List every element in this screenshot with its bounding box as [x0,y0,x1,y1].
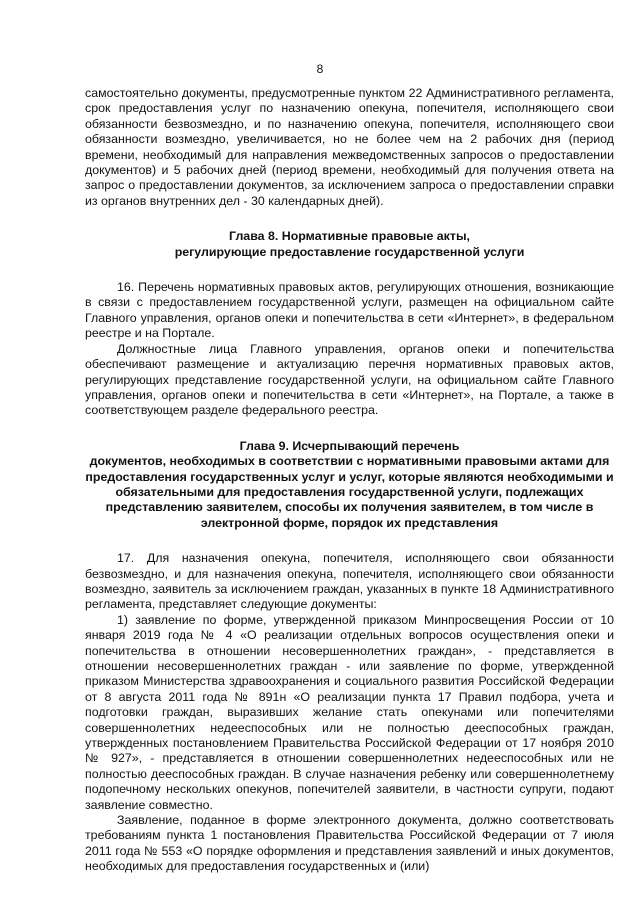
chapter-9-heading-line2: документов, необходимых в соответствии с нормативными правовыми актами для предоставления государственных услуг и услуг, которые являются необходимыми и обязательными для предоставления государственной услуги, подлежащих представлению заявителем, способы их получения заявителем, в том числе в электронной форме, порядок их представления [85,454,614,530]
chapter-9-paragraph-17: 17. Для назначения опекуна, попечителя, исполняющего свои обязанности безвозмездно, и для назначения опекуна, попечителя, исполняющего свои обязанности возмездно, заявитель за исключением граждан, указанных в пункте 18 Административного регламента, представляет следующие документы: [85,551,614,612]
chapter-8-heading-line1: Глава 8. Нормативные правовые акты, [229,229,470,244]
intro-paragraph: самостоятельно документы, предусмотренные пунктом 22 Административного регламента, срок предоставления услуг по назначению опекуна, попечителя, исполняющего свои обязанности безвозмездно, и по назначению опекуна, попечителя, исполняющего свои обязанности возмездно, увеличивается, но не более чем на 2 рабочих дня (период времени, необходимый для направления межведомственных запросов о предоставлении документов) и 5 рабочих дней (период времени, необходимый для получения ответа на запрос о предоставлении документов, за исключением запроса о предоставлении справки из органов внутренних дел - 30 календарных дней). [85,86,614,208]
chapter-8-heading-line2: регулирующие предоставление государственной услуги [174,244,525,259]
chapter-8-heading [85,229,614,260]
chapter-8-paragraph-16: 16. Перечень нормативных правовых актов, регулирующих отношения, возникающие в связи с предоставлением государственной услуги, размещен на официальном сайте Главного управления, органов опеки и попечительства в сети «Интернет», в федеральном реестре и на Портале. [85,280,614,341]
chapter-9-electronic-application: Заявление, поданное в форме электронного документа, должно соответствовать требованиям пункта 1 постановления Правительства Российской Федерации от 7 июля 2011 года № 553 «О порядке оформления и представления заявлений и иных документов, необходимых для предоставления государственных и (или) [85,813,614,874]
chapter-8-paragraph-officials: Должностные лица Главного управления, органов опеки и попечительства обеспечивают размещение и актуализацию перечня нормативных правовых актов, регулирующих представление государственной услуги, на официальном сайте Главного управления, органов опеки и попечительства в сети «Интернет», на Портале, а также в соответствующем разделе федерального реестра. [85,341,614,418]
chapter-9-heading-line1: Глава 9. Исчерпывающий перечень [239,438,460,453]
chapter-9-item-1: 1) заявление по форме, утвержденной приказом Минпросвещения России от 10 января 2019 года № 4 «О реализации отдельных вопросов осуществления опеки и попечительства в отношении несовершеннолетних граждан», - представляется в отношении несовершеннолетних граждан - или заявление по форме, утвержденной приказом Министерства здравоохранения и социального развития Российской Федерации от 8 августа 2011 года № 891н «О реализации пункта 17 Правил подбора, учета и подготовки граждан, выразивших желание стать опекунами или попечителями совершеннолетних недееспособных или не полностью дееспособных граждан, утвержденных постановлением Правительства Российской Федерации от 17 ноября 2010 № 927», - представляется в отношении совершеннолетних недееспособных или не полностью дееспособных граждан. В случае назначения ребенку или совершеннолетнему подопечному нескольких опекунов, попечителей заявители, в частности супруги, подают заявление совместно. [85,612,614,812]
chapter-9-heading [85,439,614,531]
page-number: 8 [316,62,324,76]
